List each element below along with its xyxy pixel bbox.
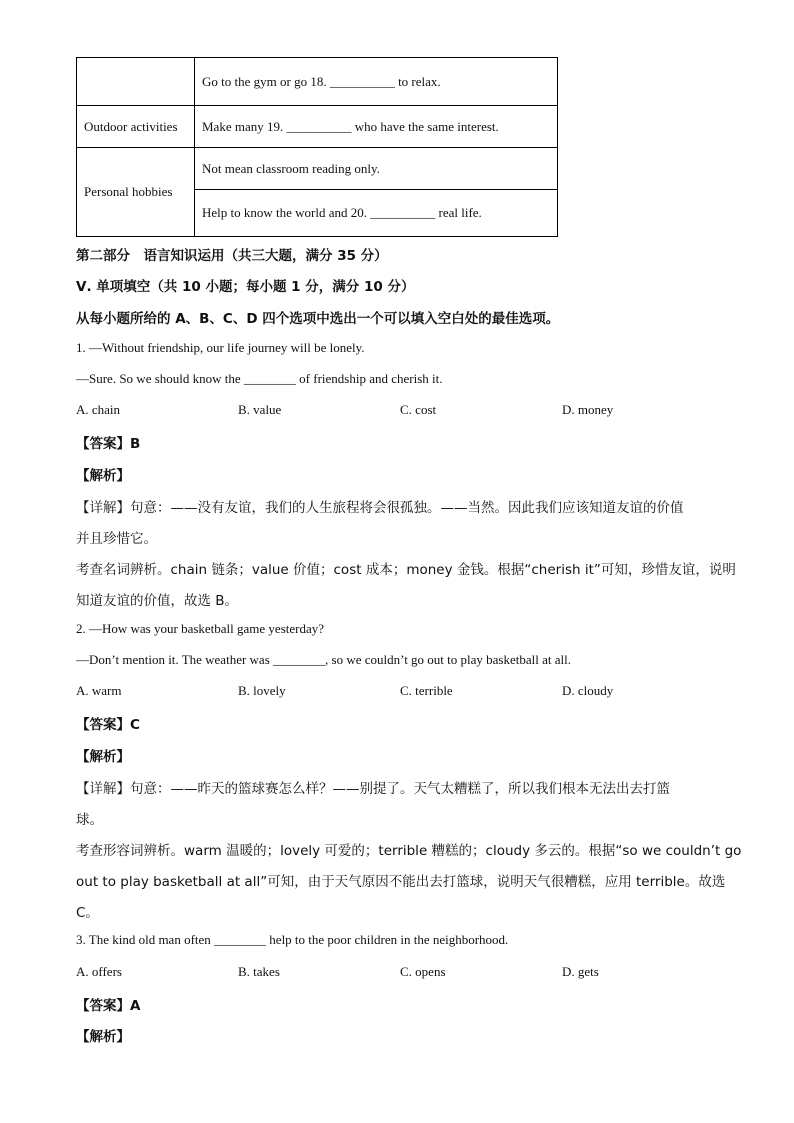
instruction: 从每小题所给的 A、B、C、D 四个选项中选出一个可以填入空白处的最佳选项。 (76, 311, 560, 327)
option-c: C. opens (400, 964, 446, 979)
question-2-stem-line: 2. —How was your basketball game yesterday? (76, 621, 325, 636)
table-cell-item: Go to the gym or go 18. __________ to relax. (195, 58, 558, 106)
table-cell-category: Outdoor activities (77, 106, 195, 148)
detail-line: 考查形容词辨析。warm 温暖的；lovely 可爱的；terrible 糟糕的；cloudy 多云的。根据“so we couldn’t go (76, 843, 742, 859)
table-row (77, 148, 558, 190)
table-row (77, 106, 558, 148)
option-a: A. offers (76, 964, 122, 979)
answer-text: 【答案】B (76, 436, 141, 452)
analysis-label: 【解析】 (76, 1029, 130, 1045)
answer (76, 432, 140, 452)
section-title: Ⅴ. 单项填空（共 10 小题；每小题 1 分，满分 10 分） (76, 279, 415, 295)
table-cell-item: Help to know the world and 20. __________ real life. (195, 190, 558, 237)
option-d: D. money (562, 402, 614, 417)
detail-line: C。 (76, 905, 99, 921)
option-b: B. lovely (238, 683, 286, 698)
summary-table (76, 57, 558, 237)
option-b: B. value (238, 402, 282, 417)
option-a: A. warm (76, 683, 122, 698)
detail-line: 知道友谊的价值，故选 B。 (76, 593, 239, 609)
part-title: 第二部分 语言知识运用（共三大题，满分 35 分） (76, 248, 388, 264)
option-a: A. chain (76, 402, 121, 417)
detail-line: 【详解】句意：——昨天的篮球赛怎么样？——别提了。天气太糟糕了，所以我们根本无法出去打篮 (76, 781, 670, 797)
table-row (77, 58, 558, 106)
detail-line: 球。 (76, 812, 103, 828)
option-b: B. takes (238, 964, 280, 979)
answer: 【答案】A (76, 998, 141, 1014)
answer: 【答案】C (76, 717, 140, 733)
table-cell-category (77, 58, 195, 106)
question-1-stem-line: —Sure. So we should know the ________ of friendship and cherish it. (76, 371, 443, 386)
option-d: D. gets (562, 964, 599, 979)
detail-line: 【详解】句意：——没有友谊，我们的人生旅程将会很孤独。——当然。因此我们应该知道友谊的价值 (76, 500, 684, 516)
table-cell-item: Make many 19. __________ who have the same interest. (195, 106, 558, 148)
table-cell-item: Not mean classroom reading only. (195, 148, 558, 190)
option-c: C. cost (400, 402, 437, 417)
analysis-label: 【解析】 (76, 749, 130, 765)
table-cell-category: Personal hobbies (77, 148, 195, 237)
detail-line: 并且珍惜它。 (76, 531, 157, 547)
detail-line: 考查名词辨析。chain 链条；value 价值；cost 成本；money 金钱。根据“cherish it”可知，珍惜友谊，说明 (76, 562, 736, 578)
question-1-stem-line: 1. —Without friendship, our life journey will be lonely. (76, 340, 365, 355)
option-d: D. cloudy (562, 683, 614, 698)
detail-line: out to play basketball at all”可知，由于天气原因不能出去打篮球，说明天气很糟糕，应用 terrible。故选 (76, 874, 726, 890)
analysis-label: 【解析】 (76, 468, 130, 484)
option-c: C. terrible (400, 683, 453, 698)
question-2-stem-line: —Don’t mention it. The weather was ________, so we couldn’t go out to play basketball at all. (76, 652, 571, 667)
question-3-stem-line: 3. The kind old man often ________ help to the poor children in the neighborhood. (76, 932, 509, 947)
